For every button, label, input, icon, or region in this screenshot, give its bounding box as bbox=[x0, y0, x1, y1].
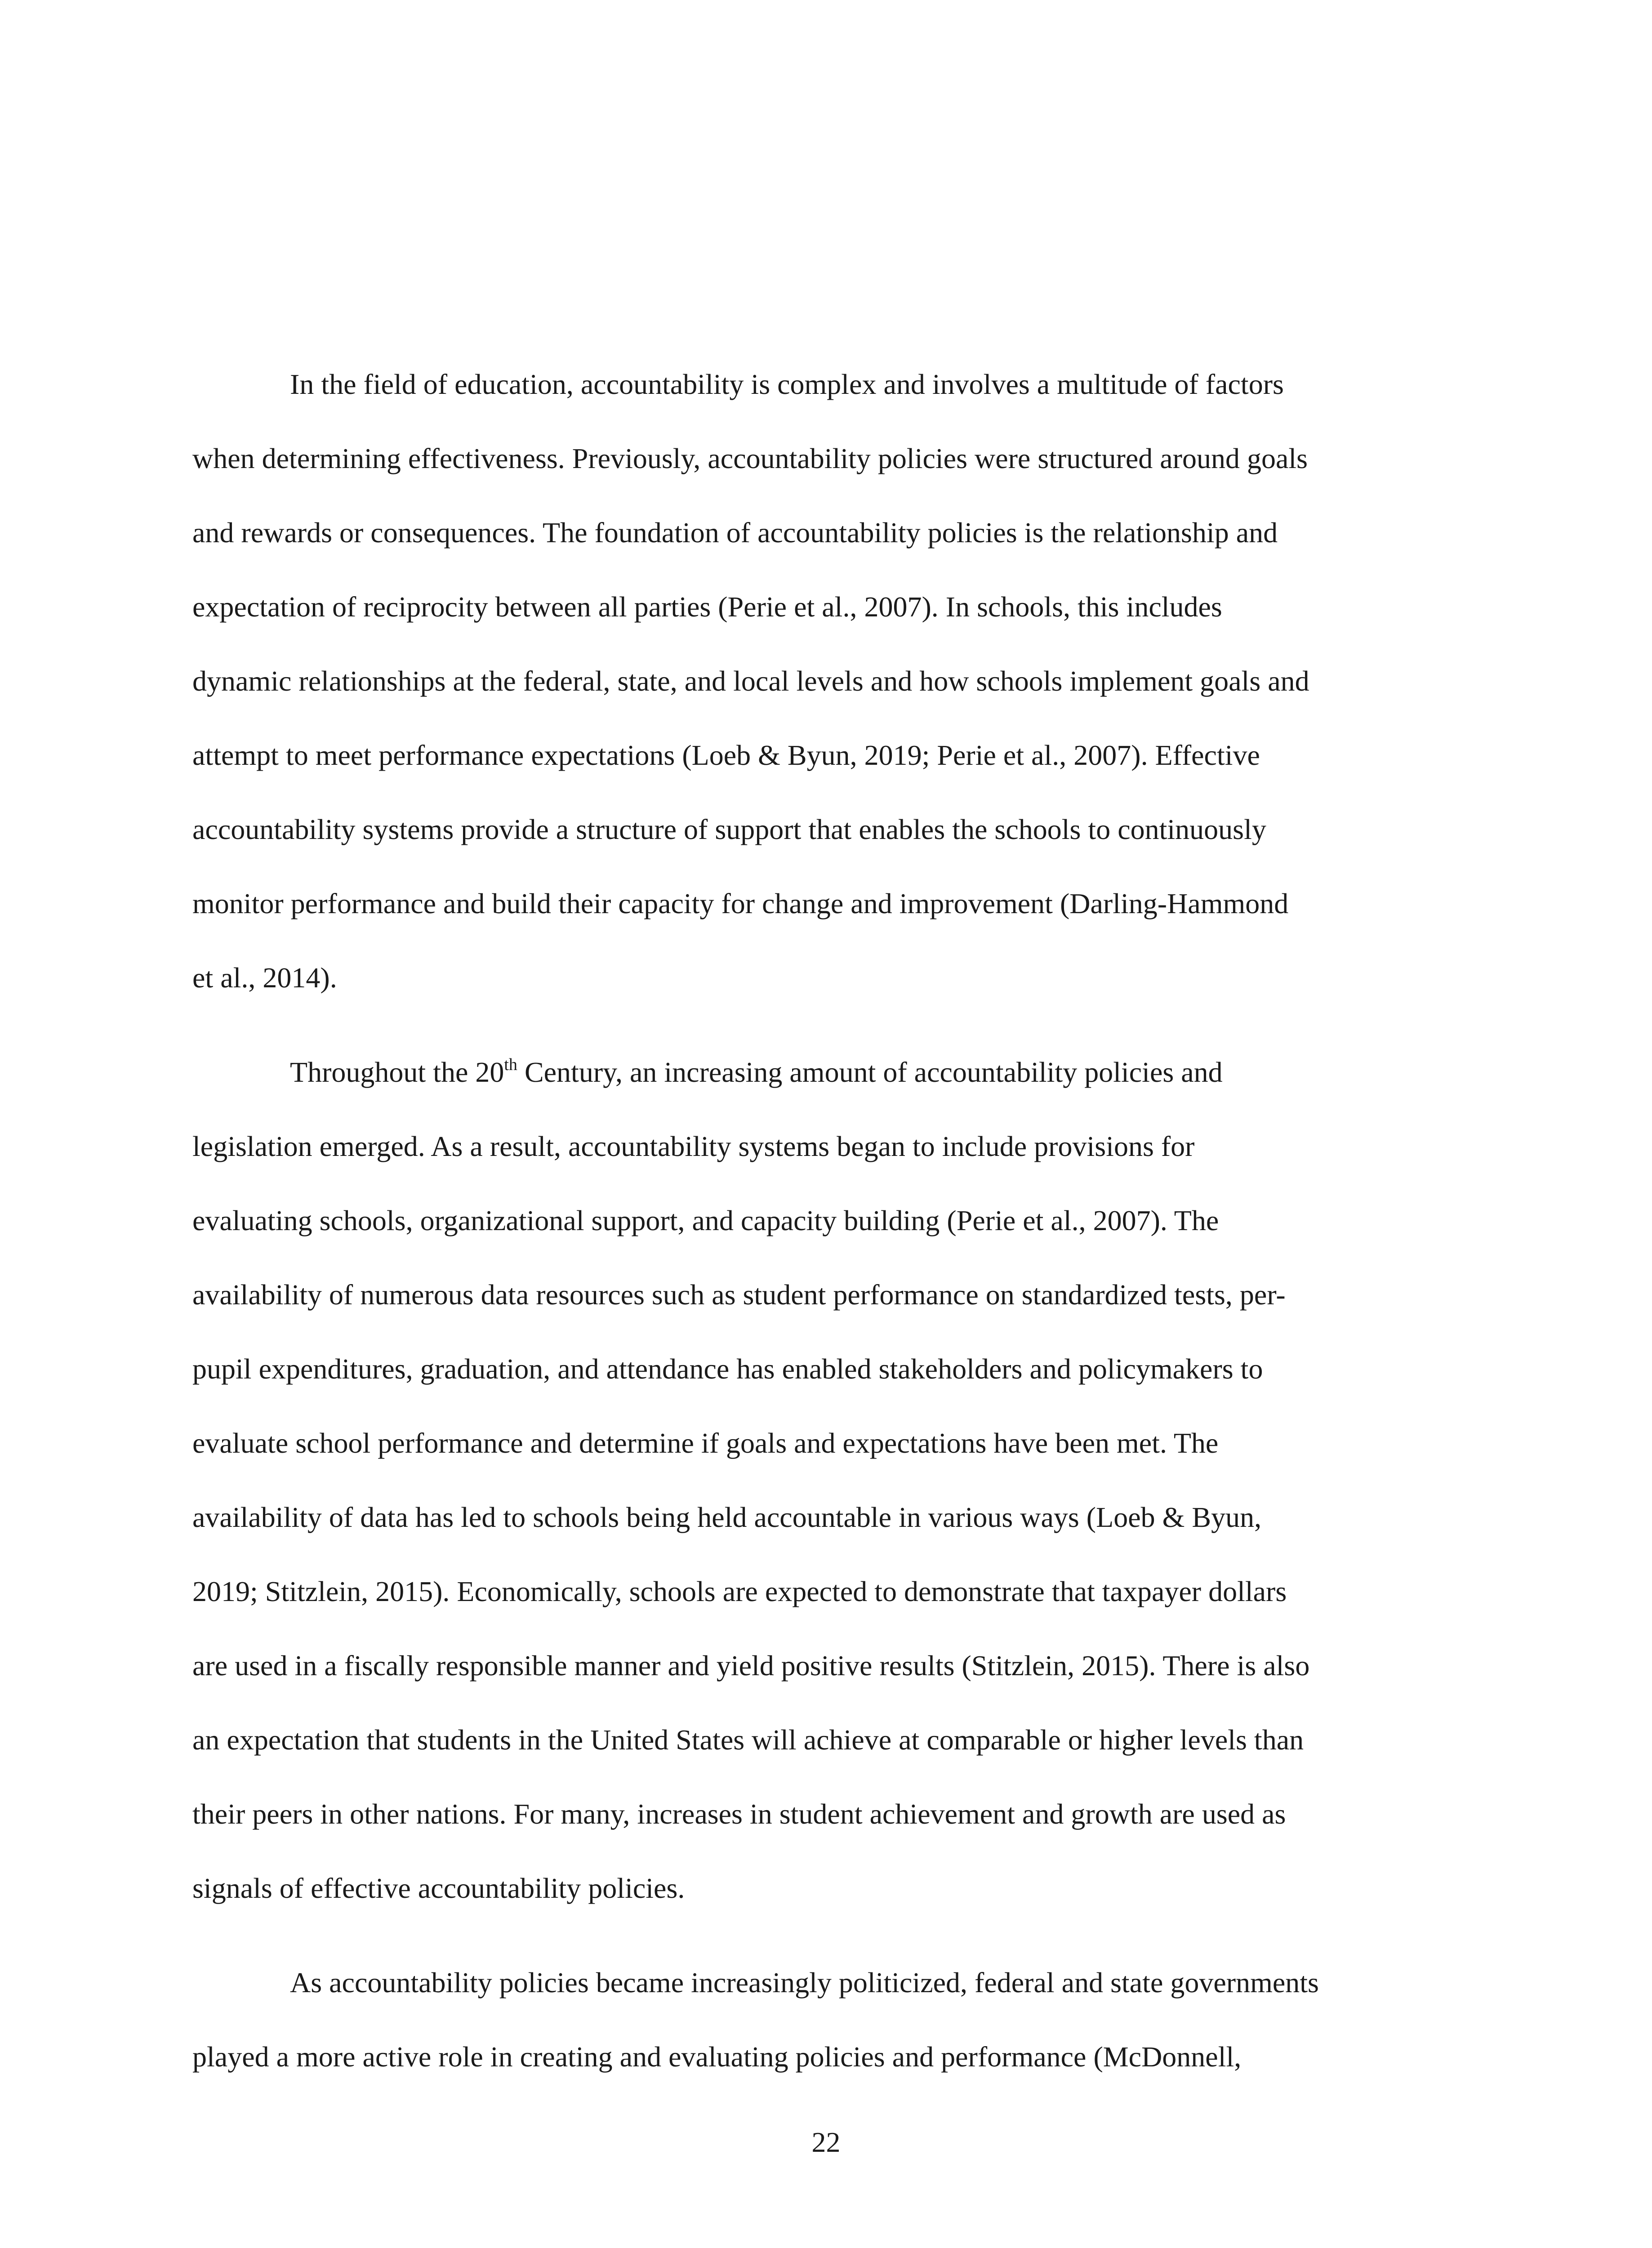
first-line-before: Throughout the 20 bbox=[290, 1056, 504, 1088]
paragraph-2-line-8: 2019; Stitzlein, 2015). Economically, schools are expected to demonstrate that taxpayer dollars bbox=[192, 1575, 1287, 1607]
page-number: 22 bbox=[811, 2126, 841, 2158]
paragraph-2-line-11: their peers in other nations. For many, increases in student achievement and growth are used as bbox=[192, 1798, 1286, 1830]
paragraph-2-line-1 bbox=[290, 1054, 1223, 1090]
first-line-after: Century, an increasing amount of accountability policies and bbox=[517, 1056, 1223, 1088]
paragraph-2-line-12: signals of effective accountability policies. bbox=[192, 1872, 685, 1904]
paragraph-1-line-9: et al., 2014). bbox=[192, 962, 337, 994]
paragraph-2-line-3: evaluating schools, organizational support, and capacity building (Perie et al., 2007). The bbox=[192, 1204, 1219, 1236]
paragraph-2-line-2: legislation emerged. As a result, accountability systems began to include provisions for bbox=[192, 1130, 1195, 1162]
paragraph-3-line-1: As accountability policies became increasingly politicized, federal and state governments bbox=[290, 1967, 1319, 1998]
paragraph-2-line-5: pupil expenditures, graduation, and attendance has enabled stakeholders and policymakers to bbox=[192, 1353, 1263, 1385]
paragraph-2-line-10: an expectation that students in the United States will achieve at comparable or higher levels than bbox=[192, 1724, 1304, 1756]
paragraph-1-line-1: In the field of education, accountability is complex and involves a multitude of factors bbox=[290, 368, 1284, 400]
paragraph-1-line-6: attempt to meet performance expectations (Loeb & Byun, 2019; Perie et al., 2007). Effective bbox=[192, 739, 1260, 771]
paragraph-2-line-6: evaluate school performance and determine if goals and expectations have been met. The bbox=[192, 1427, 1219, 1459]
paragraph-2-line-4: availability of numerous data resources such as student performance on standardized tests, per- bbox=[192, 1279, 1286, 1311]
ordinal-superscript: th bbox=[504, 1055, 517, 1074]
paragraph-1-line-7: accountability systems provide a structure of support that enables the schools to continuously bbox=[192, 813, 1266, 845]
paragraph-1-line-4: expectation of reciprocity between all parties (Perie et al., 2007). In schools, this includes bbox=[192, 591, 1222, 623]
paragraph-2-line-7: availability of data has led to schools being held accountable in various ways (Loeb & Byun, bbox=[192, 1501, 1262, 1533]
paragraph-1-line-3: and rewards or consequences. The foundation of accountability policies is the relationship and bbox=[192, 517, 1278, 549]
paragraph-1-line-2: when determining effectiveness. Previously, accountability policies were structured around goals bbox=[192, 442, 1308, 474]
paragraph-3-line-2: played a more active role in creating and evaluating policies and performance (McDonnell, bbox=[192, 2041, 1242, 2073]
paragraph-2-line-9: are used in a fiscally responsible manner and yield positive results (Stitzlein, 2015). There is also bbox=[192, 1650, 1310, 1682]
paragraph-1-line-5: dynamic relationships at the federal, state, and local levels and how schools implement goals and bbox=[192, 665, 1309, 697]
paragraph-1-line-8: monitor performance and build their capacity for change and improvement (Darling-Hammond bbox=[192, 888, 1289, 919]
